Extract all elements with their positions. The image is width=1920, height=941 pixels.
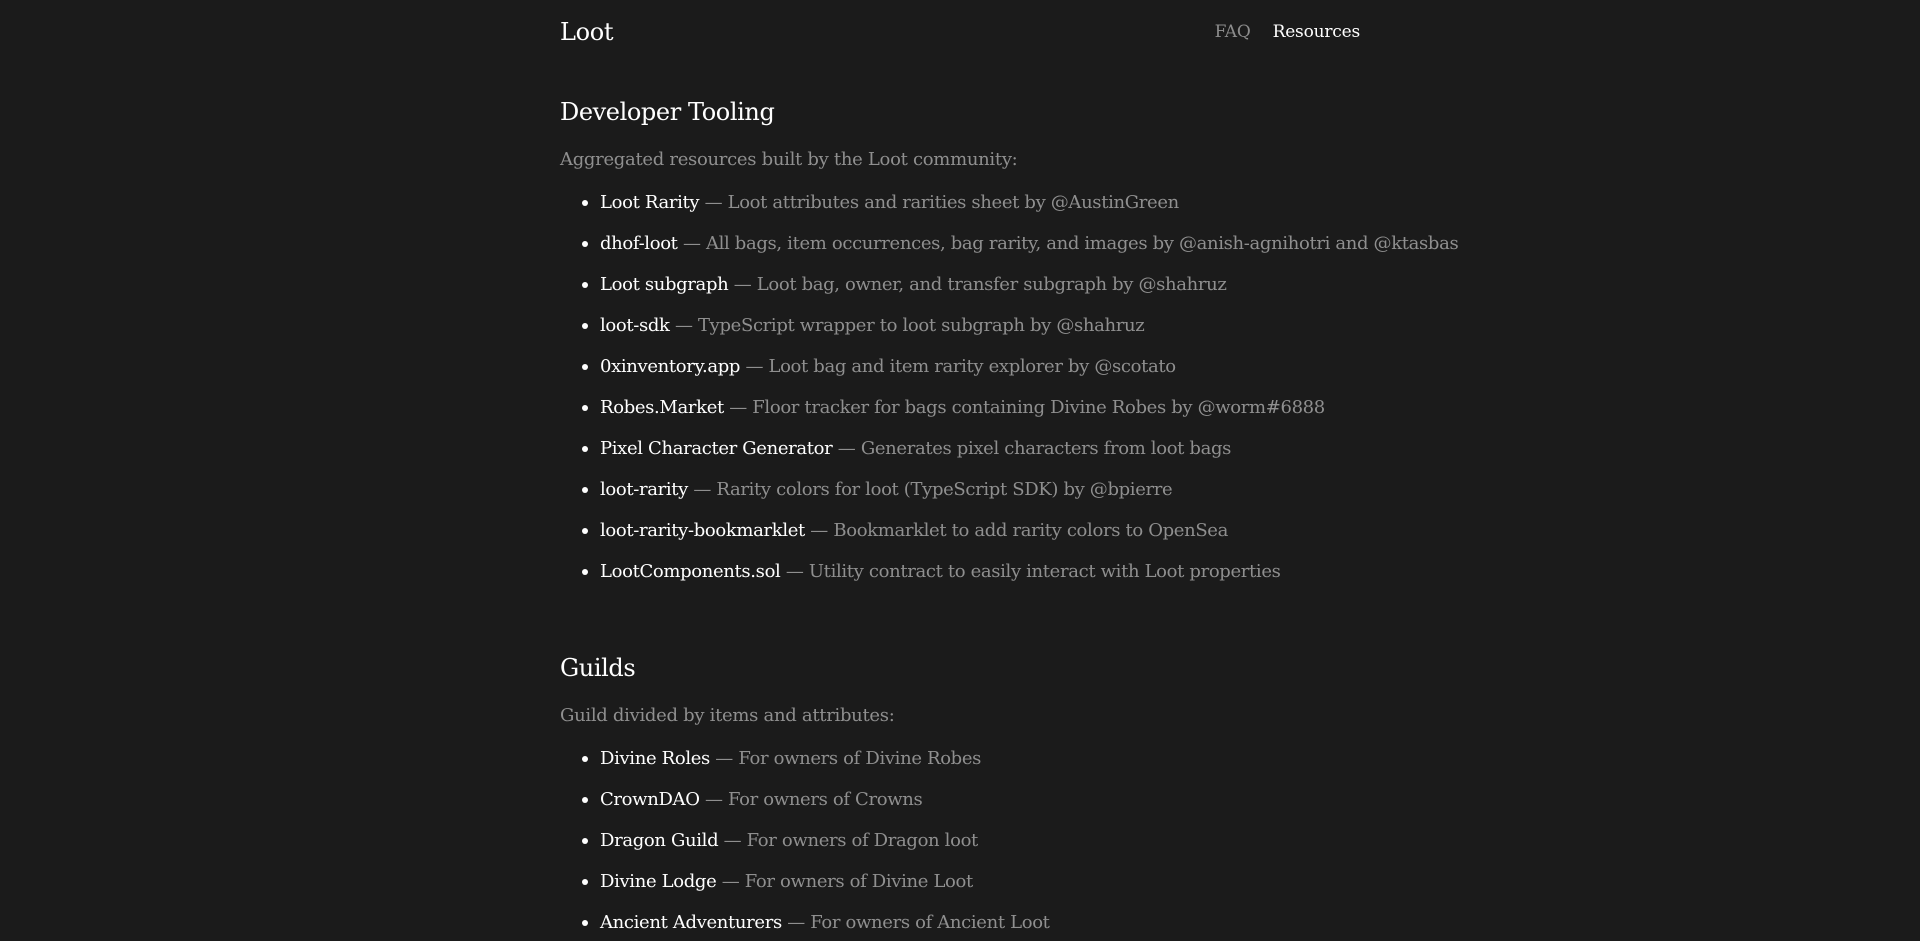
guild-description: — For owners of Divine Robes <box>709 748 982 769</box>
brand-logo-link[interactable]: Loot <box>560 18 614 46</box>
resource-link-loot-rarity[interactable]: Loot Rarity <box>600 192 700 213</box>
page-container <box>560 0 1459 941</box>
resource-link-dhof-loot[interactable]: dhof-loot <box>600 233 678 254</box>
list-item <box>600 387 1360 428</box>
list-item <box>600 510 1360 551</box>
list-item <box>600 820 1360 861</box>
guild-description: — For owners of Ancient Loot <box>781 912 1050 933</box>
resource-link-pixel-character-generator[interactable]: Pixel Character Generator <box>600 438 833 459</box>
resource-link-robes-market[interactable]: Robes.Market <box>600 397 724 418</box>
list-item <box>600 469 1360 510</box>
list-item <box>600 223 1459 264</box>
list-item <box>600 551 1360 592</box>
guild-link-divine-lodge[interactable]: Divine Lodge <box>600 871 717 892</box>
list-item <box>600 305 1360 346</box>
list-item <box>600 779 1360 820</box>
resource-description: — Loot attributes and rarities sheet by @AustinGreen <box>699 192 1179 213</box>
top-nav <box>560 0 1360 64</box>
list-item <box>600 346 1360 387</box>
section-title: Guilds <box>560 654 636 682</box>
resource-link-loot-subgraph[interactable]: Loot subgraph <box>600 274 729 295</box>
section-guilds <box>560 650 1360 941</box>
resource-description: — Bookmarklet to add rarity colors to OpenSea <box>804 520 1228 541</box>
nav-link-resources[interactable]: Resources <box>1272 22 1360 42</box>
resource-description: — All bags, item occurrences, bag rarity, and images by @anish-agnihotri and @ktasbas <box>677 233 1459 254</box>
guild-list <box>560 738 1360 941</box>
section-developer-tooling <box>560 94 1459 592</box>
list-item <box>600 264 1360 305</box>
nav-links <box>1215 22 1360 42</box>
section-title: Developer Tooling <box>560 98 775 126</box>
resource-description: — Generates pixel characters from loot bags <box>832 438 1232 459</box>
nav-link-faq[interactable]: FAQ <box>1214 22 1251 42</box>
section-intro: Guild divided by items and attributes: <box>560 705 895 726</box>
resource-link-0xinventory[interactable]: 0xinventory.app <box>600 356 741 377</box>
guild-link-crowndao[interactable]: CrownDAO <box>600 789 700 810</box>
list-item <box>600 902 1360 941</box>
resource-link-loot-rarity-bookmarklet[interactable]: loot-rarity-bookmarklet <box>600 520 805 541</box>
guild-link-dragon-guild[interactable]: Dragon Guild <box>600 830 719 851</box>
resource-description: — Rarity colors for loot (TypeScript SDK) by @bpierre <box>688 479 1173 500</box>
section-intro: Aggregated resources built by the Loot community: <box>560 149 1018 170</box>
resource-list <box>560 182 1459 592</box>
list-item <box>600 182 1360 223</box>
resource-description: — Loot bag, owner, and transfer subgraph by @shahruz <box>728 274 1227 295</box>
resource-link-loot-rarity-sdk[interactable]: loot-rarity <box>600 479 688 500</box>
resource-description: — Floor tracker for bags containing Divine Robes by @worm#6888 <box>723 397 1325 418</box>
resource-link-loot-sdk[interactable]: loot-sdk <box>600 315 670 336</box>
guild-description: — For owners of Crowns <box>699 789 923 810</box>
guild-description: — For owners of Dragon loot <box>718 830 978 851</box>
resource-description: — Utility contract to easily interact with Loot properties <box>780 561 1281 582</box>
resource-description: — Loot bag and item rarity explorer by @scotato <box>740 356 1176 377</box>
resource-link-lootcomponents-sol[interactable]: LootComponents.sol <box>600 561 781 582</box>
list-item <box>600 428 1360 469</box>
guild-link-ancient-adventurers[interactable]: Ancient Adventurers <box>600 912 782 933</box>
list-item <box>600 861 1360 902</box>
guild-description: — For owners of Divine Loot <box>716 871 973 892</box>
resource-description: — TypeScript wrapper to loot subgraph by @shahruz <box>669 315 1145 336</box>
list-item <box>600 738 1360 779</box>
guild-link-divine-roles[interactable]: Divine Roles <box>600 748 710 769</box>
